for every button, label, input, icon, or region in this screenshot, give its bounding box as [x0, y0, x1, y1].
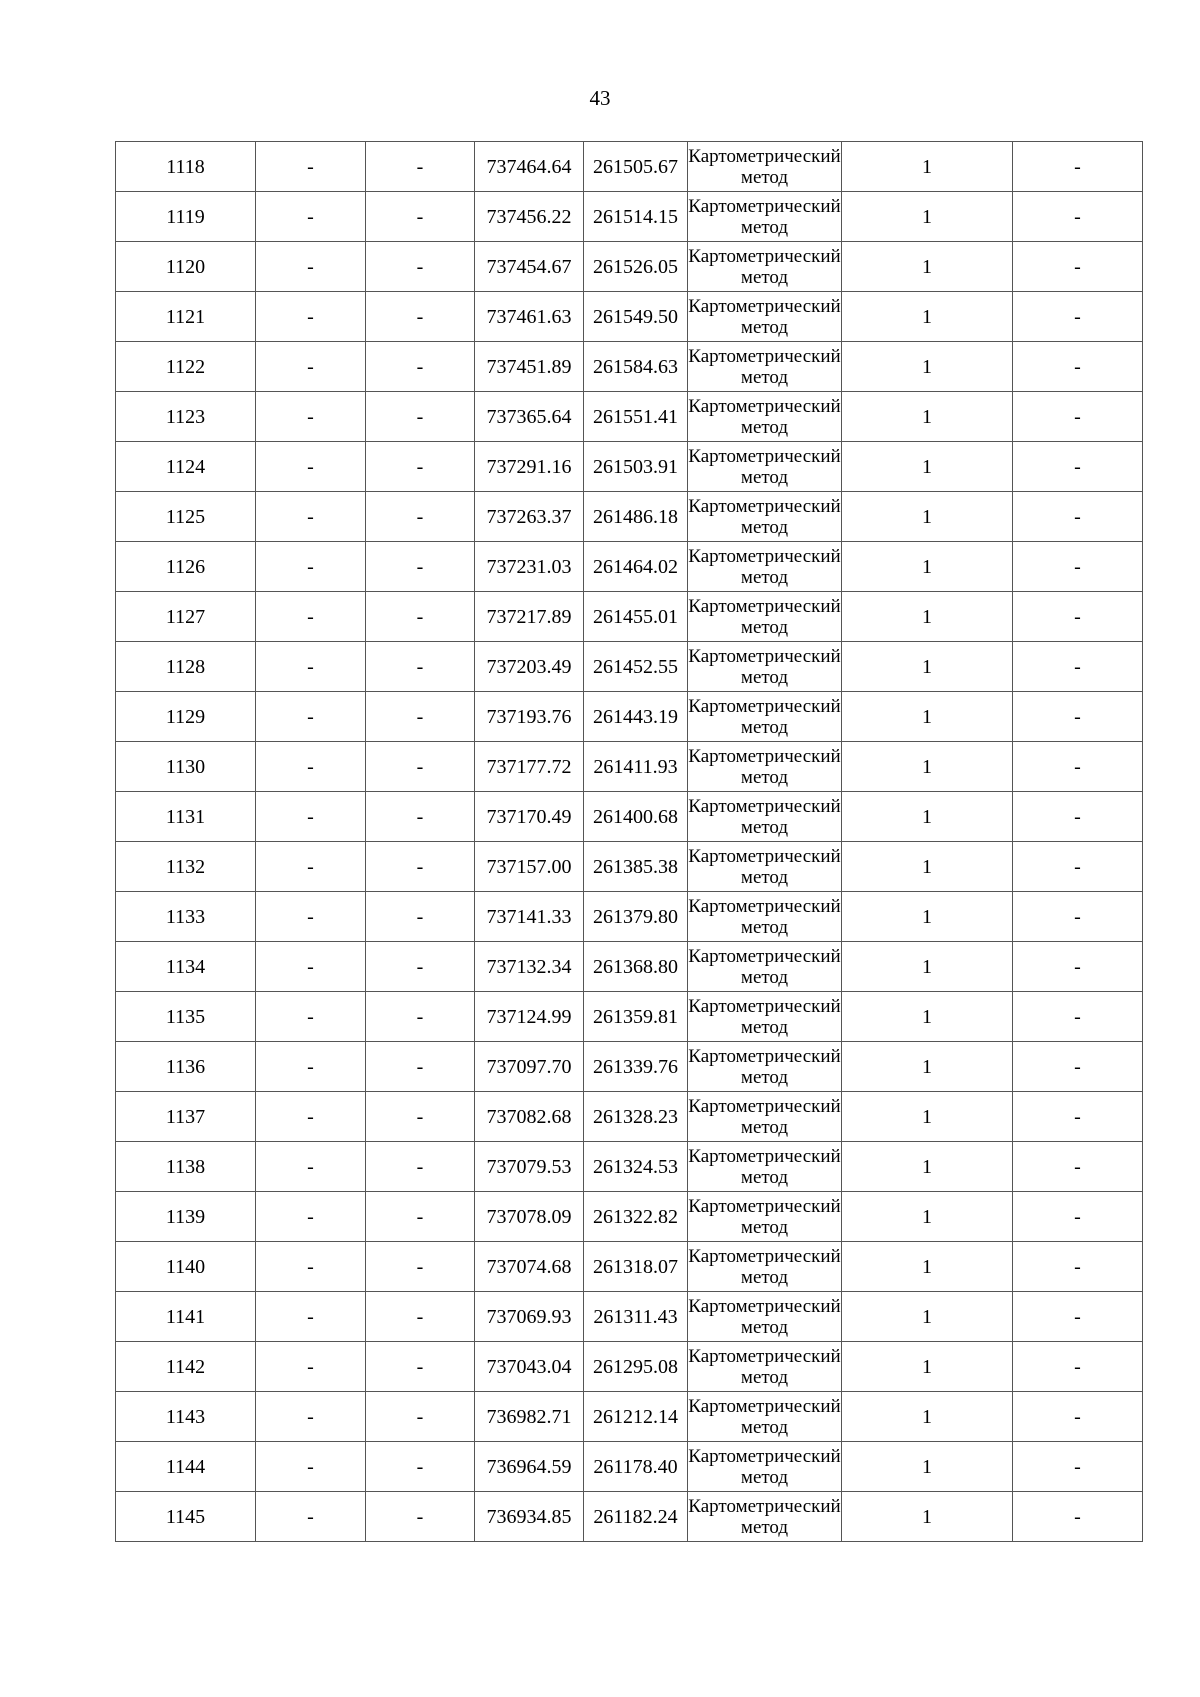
- method-cell: Картометрический метод: [688, 342, 842, 392]
- coordinate-y-cell: 261328.23: [584, 1092, 688, 1142]
- coordinate-y-cell: 261385.38: [584, 842, 688, 892]
- coordinate-y-cell: 261505.67: [584, 142, 688, 192]
- accuracy-cell: 1: [842, 242, 1013, 292]
- empty-column-8-cell: -: [1013, 1292, 1143, 1342]
- coordinate-y-cell: 261339.76: [584, 1042, 688, 1092]
- empty-column-8-cell: -: [1013, 842, 1143, 892]
- coordinate-x-cell: 737170.49: [475, 792, 584, 842]
- empty-column-3-cell: -: [366, 292, 475, 342]
- empty-column-8-cell: -: [1013, 1142, 1143, 1192]
- table-row: [116, 1092, 1143, 1142]
- table-row: [116, 1242, 1143, 1292]
- method-cell: Картометрический метод: [688, 542, 842, 592]
- accuracy-cell: 1: [842, 142, 1013, 192]
- accuracy-cell: 1: [842, 342, 1013, 392]
- accuracy-cell: 1: [842, 1042, 1013, 1092]
- empty-column-8-cell: -: [1013, 542, 1143, 592]
- empty-column-3-cell: -: [366, 642, 475, 692]
- empty-column-8-cell: -: [1013, 192, 1143, 242]
- empty-column-2-cell: -: [256, 442, 366, 492]
- method-cell: Картометрический метод: [688, 392, 842, 442]
- coordinate-y-cell: 261464.02: [584, 542, 688, 592]
- coordinate-y-cell: 261526.05: [584, 242, 688, 292]
- method-cell: Картометрический метод: [688, 1042, 842, 1092]
- empty-column-2-cell: -: [256, 592, 366, 642]
- method-cell: Картометрический метод: [688, 942, 842, 992]
- method-cell: Картометрический метод: [688, 142, 842, 192]
- method-cell: Картометрический метод: [688, 1142, 842, 1192]
- coordinate-x-cell: 737451.89: [475, 342, 584, 392]
- empty-column-3-cell: -: [366, 342, 475, 392]
- coordinate-x-cell: 737141.33: [475, 892, 584, 942]
- empty-column-2-cell: -: [256, 492, 366, 542]
- coordinate-x-cell: 737043.04: [475, 1342, 584, 1392]
- point-number-cell: 1140: [116, 1242, 256, 1292]
- accuracy-cell: 1: [842, 542, 1013, 592]
- method-cell: Картометрический метод: [688, 1292, 842, 1342]
- point-number-cell: 1134: [116, 942, 256, 992]
- method-cell: Картометрический метод: [688, 1392, 842, 1442]
- empty-column-8-cell: -: [1013, 1242, 1143, 1292]
- coordinate-y-cell: 261212.14: [584, 1392, 688, 1442]
- point-number-cell: 1124: [116, 442, 256, 492]
- point-number-cell: 1125: [116, 492, 256, 542]
- point-number-cell: 1138: [116, 1142, 256, 1192]
- empty-column-8-cell: -: [1013, 342, 1143, 392]
- coordinate-y-cell: 261411.93: [584, 742, 688, 792]
- empty-column-3-cell: -: [366, 742, 475, 792]
- point-number-cell: 1142: [116, 1342, 256, 1392]
- accuracy-cell: 1: [842, 992, 1013, 1042]
- accuracy-cell: 1: [842, 1292, 1013, 1342]
- empty-column-2-cell: -: [256, 842, 366, 892]
- empty-column-3-cell: -: [366, 192, 475, 242]
- empty-column-3-cell: -: [366, 942, 475, 992]
- accuracy-cell: 1: [842, 1492, 1013, 1542]
- coordinate-y-cell: 261318.07: [584, 1242, 688, 1292]
- empty-column-2-cell: -: [256, 892, 366, 942]
- table-row: [116, 1042, 1143, 1092]
- empty-column-2-cell: -: [256, 1092, 366, 1142]
- empty-column-2-cell: -: [256, 992, 366, 1042]
- accuracy-cell: 1: [842, 942, 1013, 992]
- table-row: [116, 542, 1143, 592]
- empty-column-2-cell: -: [256, 1142, 366, 1192]
- coordinate-y-cell: 261584.63: [584, 342, 688, 392]
- coordinate-y-cell: 261455.01: [584, 592, 688, 642]
- empty-column-2-cell: -: [256, 242, 366, 292]
- empty-column-8-cell: -: [1013, 242, 1143, 292]
- coordinate-x-cell: 736964.59: [475, 1442, 584, 1492]
- coordinate-y-cell: 261178.40: [584, 1442, 688, 1492]
- coordinate-x-cell: 737132.34: [475, 942, 584, 992]
- empty-column-8-cell: -: [1013, 1192, 1143, 1242]
- empty-column-8-cell: -: [1013, 1392, 1143, 1442]
- table-row: [116, 442, 1143, 492]
- empty-column-2-cell: -: [256, 1192, 366, 1242]
- point-number-cell: 1137: [116, 1092, 256, 1142]
- point-number-cell: 1121: [116, 292, 256, 342]
- table-row: [116, 1342, 1143, 1392]
- empty-column-3-cell: -: [366, 592, 475, 642]
- coordinate-y-cell: 261514.15: [584, 192, 688, 242]
- empty-column-3-cell: -: [366, 1292, 475, 1342]
- method-cell: Картометрический метод: [688, 692, 842, 742]
- method-cell: Картометрический метод: [688, 292, 842, 342]
- coordinate-x-cell: 737193.76: [475, 692, 584, 742]
- empty-column-3-cell: -: [366, 1492, 475, 1542]
- empty-column-3-cell: -: [366, 142, 475, 192]
- empty-column-3-cell: -: [366, 492, 475, 542]
- method-cell: Картометрический метод: [688, 992, 842, 1042]
- empty-column-3-cell: -: [366, 1242, 475, 1292]
- coordinate-x-cell: 737074.68: [475, 1242, 584, 1292]
- empty-column-8-cell: -: [1013, 692, 1143, 742]
- point-number-cell: 1122: [116, 342, 256, 392]
- empty-column-8-cell: -: [1013, 592, 1143, 642]
- coordinate-x-cell: 737365.64: [475, 392, 584, 442]
- table-row: [116, 1192, 1143, 1242]
- empty-column-3-cell: -: [366, 1342, 475, 1392]
- point-number-cell: 1123: [116, 392, 256, 442]
- table-row: [116, 1392, 1143, 1442]
- method-cell: Картометрический метод: [688, 1442, 842, 1492]
- table-row: [116, 1292, 1143, 1342]
- table-row: [116, 742, 1143, 792]
- table-row: [116, 692, 1143, 742]
- table-row: [116, 992, 1143, 1042]
- point-number-cell: 1139: [116, 1192, 256, 1242]
- accuracy-cell: 1: [842, 742, 1013, 792]
- empty-column-3-cell: -: [366, 1392, 475, 1442]
- method-cell: Картометрический метод: [688, 842, 842, 892]
- coordinate-x-cell: 736982.71: [475, 1392, 584, 1442]
- point-number-cell: 1132: [116, 842, 256, 892]
- table-row: [116, 1492, 1143, 1542]
- method-cell: Картометрический метод: [688, 1242, 842, 1292]
- accuracy-cell: 1: [842, 1392, 1013, 1442]
- accuracy-cell: 1: [842, 1242, 1013, 1292]
- accuracy-cell: 1: [842, 1092, 1013, 1142]
- empty-column-8-cell: -: [1013, 292, 1143, 342]
- point-number-cell: 1120: [116, 242, 256, 292]
- method-cell: Картометрический метод: [688, 742, 842, 792]
- empty-column-3-cell: -: [366, 242, 475, 292]
- coordinates-table: [115, 141, 1143, 1542]
- empty-column-2-cell: -: [256, 942, 366, 992]
- accuracy-cell: 1: [842, 842, 1013, 892]
- empty-column-3-cell: -: [366, 842, 475, 892]
- coordinate-x-cell: 737231.03: [475, 542, 584, 592]
- empty-column-3-cell: -: [366, 1042, 475, 1092]
- table-row: [116, 642, 1143, 692]
- coordinate-y-cell: 261549.50: [584, 292, 688, 342]
- coordinate-x-cell: 737078.09: [475, 1192, 584, 1242]
- coordinate-y-cell: 261359.81: [584, 992, 688, 1042]
- method-cell: Картометрический метод: [688, 1192, 842, 1242]
- point-number-cell: 1131: [116, 792, 256, 842]
- coordinate-x-cell: 737263.37: [475, 492, 584, 542]
- empty-column-2-cell: -: [256, 1042, 366, 1092]
- coordinate-y-cell: 261452.55: [584, 642, 688, 692]
- method-cell: Картометрический метод: [688, 592, 842, 642]
- empty-column-3-cell: -: [366, 542, 475, 592]
- accuracy-cell: 1: [842, 192, 1013, 242]
- empty-column-2-cell: -: [256, 392, 366, 442]
- empty-column-8-cell: -: [1013, 392, 1143, 442]
- empty-column-2-cell: -: [256, 342, 366, 392]
- empty-column-3-cell: -: [366, 892, 475, 942]
- accuracy-cell: 1: [842, 592, 1013, 642]
- coordinate-x-cell: 737069.93: [475, 1292, 584, 1342]
- accuracy-cell: 1: [842, 1442, 1013, 1492]
- coordinate-x-cell: 737203.49: [475, 642, 584, 692]
- empty-column-3-cell: -: [366, 442, 475, 492]
- empty-column-2-cell: -: [256, 692, 366, 742]
- empty-column-2-cell: -: [256, 142, 366, 192]
- empty-column-2-cell: -: [256, 742, 366, 792]
- empty-column-8-cell: -: [1013, 1042, 1143, 1092]
- coordinate-y-cell: 261311.43: [584, 1292, 688, 1342]
- coordinate-x-cell: 737124.99: [475, 992, 584, 1042]
- point-number-cell: 1143: [116, 1392, 256, 1442]
- table-row: [116, 392, 1143, 442]
- accuracy-cell: 1: [842, 442, 1013, 492]
- point-number-cell: 1128: [116, 642, 256, 692]
- point-number-cell: 1141: [116, 1292, 256, 1342]
- coordinate-x-cell: 737461.63: [475, 292, 584, 342]
- accuracy-cell: 1: [842, 392, 1013, 442]
- point-number-cell: 1119: [116, 192, 256, 242]
- coordinate-x-cell: 737464.64: [475, 142, 584, 192]
- method-cell: Картометрический метод: [688, 1492, 842, 1542]
- table-row: [116, 242, 1143, 292]
- empty-column-3-cell: -: [366, 1192, 475, 1242]
- accuracy-cell: 1: [842, 792, 1013, 842]
- empty-column-8-cell: -: [1013, 442, 1143, 492]
- table-row: [116, 192, 1143, 242]
- table-row: [116, 842, 1143, 892]
- coordinate-x-cell: 737454.67: [475, 242, 584, 292]
- coordinate-y-cell: 261295.08: [584, 1342, 688, 1392]
- empty-column-2-cell: -: [256, 642, 366, 692]
- coordinate-x-cell: 737082.68: [475, 1092, 584, 1142]
- coordinate-y-cell: 261486.18: [584, 492, 688, 542]
- empty-column-8-cell: -: [1013, 942, 1143, 992]
- empty-column-3-cell: -: [366, 1142, 475, 1192]
- empty-column-8-cell: -: [1013, 642, 1143, 692]
- table-row: [116, 492, 1143, 542]
- method-cell: Картометрический метод: [688, 892, 842, 942]
- coordinate-y-cell: 261443.19: [584, 692, 688, 742]
- empty-column-2-cell: -: [256, 292, 366, 342]
- accuracy-cell: 1: [842, 642, 1013, 692]
- empty-column-2-cell: -: [256, 792, 366, 842]
- table-row: [116, 892, 1143, 942]
- coordinate-x-cell: 737217.89: [475, 592, 584, 642]
- coordinate-y-cell: 261322.82: [584, 1192, 688, 1242]
- method-cell: Картометрический метод: [688, 492, 842, 542]
- coordinate-x-cell: 736934.85: [475, 1492, 584, 1542]
- empty-column-2-cell: -: [256, 1242, 366, 1292]
- empty-column-2-cell: -: [256, 1492, 366, 1542]
- point-number-cell: 1126: [116, 542, 256, 592]
- empty-column-2-cell: -: [256, 1442, 366, 1492]
- point-number-cell: 1145: [116, 1492, 256, 1542]
- coordinate-y-cell: 261551.41: [584, 392, 688, 442]
- empty-column-8-cell: -: [1013, 142, 1143, 192]
- point-number-cell: 1129: [116, 692, 256, 742]
- table-row: [116, 292, 1143, 342]
- accuracy-cell: 1: [842, 1342, 1013, 1392]
- accuracy-cell: 1: [842, 692, 1013, 742]
- empty-column-8-cell: -: [1013, 492, 1143, 542]
- table-row: [116, 1142, 1143, 1192]
- method-cell: Картометрический метод: [688, 192, 842, 242]
- coordinate-x-cell: 737097.70: [475, 1042, 584, 1092]
- point-number-cell: 1130: [116, 742, 256, 792]
- coordinate-y-cell: 261182.24: [584, 1492, 688, 1542]
- empty-column-3-cell: -: [366, 992, 475, 1042]
- method-cell: Картометрический метод: [688, 642, 842, 692]
- empty-column-3-cell: -: [366, 392, 475, 442]
- table-row: [116, 1442, 1143, 1492]
- empty-column-3-cell: -: [366, 1092, 475, 1142]
- point-number-cell: 1135: [116, 992, 256, 1042]
- point-number-cell: 1133: [116, 892, 256, 942]
- empty-column-8-cell: -: [1013, 1092, 1143, 1142]
- coordinate-x-cell: 737079.53: [475, 1142, 584, 1192]
- coordinate-x-cell: 737291.16: [475, 442, 584, 492]
- method-cell: Картометрический метод: [688, 242, 842, 292]
- empty-column-2-cell: -: [256, 192, 366, 242]
- coordinate-y-cell: 261503.91: [584, 442, 688, 492]
- empty-column-2-cell: -: [256, 542, 366, 592]
- point-number-cell: 1136: [116, 1042, 256, 1092]
- accuracy-cell: 1: [842, 1142, 1013, 1192]
- accuracy-cell: 1: [842, 1192, 1013, 1242]
- table-body: [116, 142, 1143, 1542]
- empty-column-8-cell: -: [1013, 792, 1143, 842]
- empty-column-3-cell: -: [366, 692, 475, 742]
- accuracy-cell: 1: [842, 892, 1013, 942]
- empty-column-8-cell: -: [1013, 1442, 1143, 1492]
- coordinate-x-cell: 737157.00: [475, 842, 584, 892]
- table-row: [116, 592, 1143, 642]
- empty-column-2-cell: -: [256, 1292, 366, 1342]
- empty-column-8-cell: -: [1013, 742, 1143, 792]
- point-number-cell: 1144: [116, 1442, 256, 1492]
- coordinate-y-cell: 261400.68: [584, 792, 688, 842]
- method-cell: Картометрический метод: [688, 442, 842, 492]
- coordinate-x-cell: 737177.72: [475, 742, 584, 792]
- point-number-cell: 1127: [116, 592, 256, 642]
- table-row: [116, 342, 1143, 392]
- coordinate-x-cell: 737456.22: [475, 192, 584, 242]
- method-cell: Картометрический метод: [688, 792, 842, 842]
- table-row: [116, 792, 1143, 842]
- accuracy-cell: 1: [842, 292, 1013, 342]
- empty-column-8-cell: -: [1013, 992, 1143, 1042]
- accuracy-cell: 1: [842, 492, 1013, 542]
- empty-column-8-cell: -: [1013, 892, 1143, 942]
- coordinate-y-cell: 261379.80: [584, 892, 688, 942]
- method-cell: Картометрический метод: [688, 1092, 842, 1142]
- table-row: [116, 942, 1143, 992]
- empty-column-8-cell: -: [1013, 1492, 1143, 1542]
- coordinate-y-cell: 261368.80: [584, 942, 688, 992]
- table-row: [116, 142, 1143, 192]
- coordinate-y-cell: 261324.53: [584, 1142, 688, 1192]
- empty-column-3-cell: -: [366, 1442, 475, 1492]
- empty-column-3-cell: -: [366, 792, 475, 842]
- method-cell: Картометрический метод: [688, 1342, 842, 1392]
- empty-column-2-cell: -: [256, 1342, 366, 1392]
- empty-column-8-cell: -: [1013, 1342, 1143, 1392]
- page-number: 43: [589, 86, 611, 110]
- empty-column-2-cell: -: [256, 1392, 366, 1442]
- point-number-cell: 1118: [116, 142, 256, 192]
